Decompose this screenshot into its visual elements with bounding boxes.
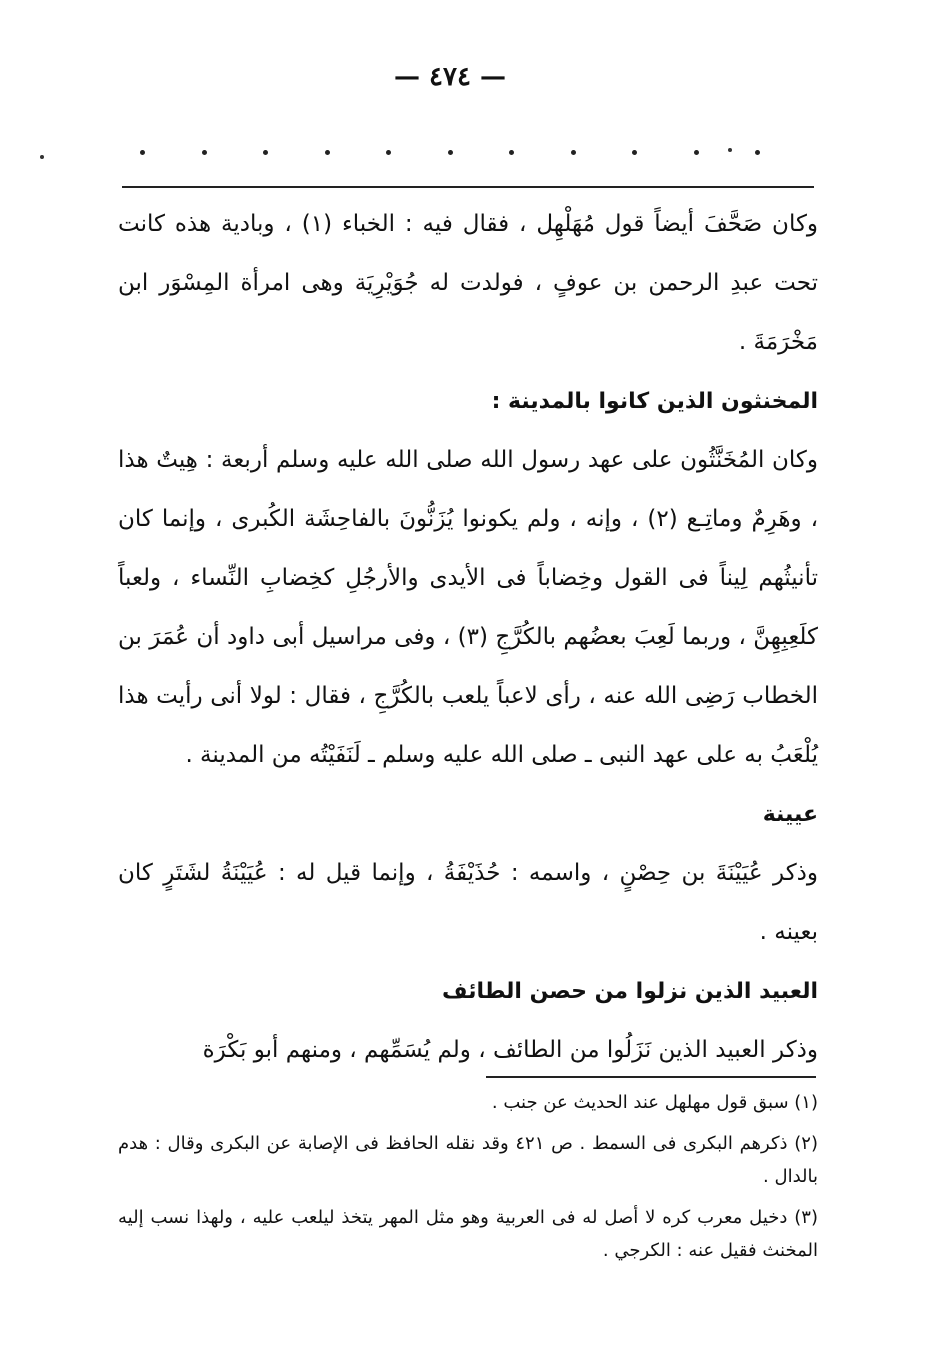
footnotes [118, 1086, 818, 1275]
paragraph: وذكر عُيَيْنَةَ بن حِصْنٍ ، واسمه : حُذَيْفَةُ ، وإنما قيل له : عُيَيْنَةُ لشَتَرٍ كان بعينه . [118, 860, 818, 945]
ornament-dot [694, 150, 699, 155]
footnote-rule [486, 1076, 816, 1078]
scan-speck [40, 155, 44, 159]
footnote: (٢) ذكرهم البكرى فى السمط . ص ٤٢١ وقد نقله الحافظ فى الإصابة عن البكرى وقال : هدم بالدال . [118, 1133, 818, 1187]
ornament-dot [632, 150, 637, 155]
section-heading: العبيد الذين نزلوا من حصن الطائف [442, 979, 818, 1004]
ornamental-dot-row [140, 150, 760, 155]
main-text [118, 195, 818, 1080]
ornament-dot [263, 150, 268, 155]
ornament-dot [448, 150, 453, 155]
page-number: — ٤٧٤ — [393, 62, 507, 92]
ornament-dot [571, 150, 576, 155]
footnote: (٣) دخيل معرب كره لا أصل له فى العربية وهو مثل المهر يتخذ ليلعب عليه ، ولهذا نسب إليه المخنث فقيل عنه : الكرجي . [118, 1207, 818, 1261]
ornament-dot [509, 150, 514, 155]
paragraph: وكان صَحَّفَ أيضاً قول مُهَلْهِل ، فقال فيه : الخباء (١) ، وبادية هذه كانت تحت عبدِ الرحمن بن عوفٍ ، فولدت له جُوَيْرِيَة وهى امرأة المِسْوَر ابن مَخْرَمَةَ . [118, 211, 819, 355]
ornament-dot [140, 150, 145, 155]
header-rule [122, 186, 814, 188]
section-heading: عيينة [762, 802, 818, 827]
paragraph: وكان المُخَنَّثُون على عهد رسول الله صلى الله عليه وسلم أربعة : هِيتٌ هذا ، وهَرِمٌ وماتِـع (٢) ، وإنه ، ولم يكونوا يُزَنُّونَ بالفاحِشَة الكُبرى ، وإنما كان تأنيثُهم لِيناً فى القول وخِضاباً فى الأيدى والأرجُلِ كخِضابِ النِّساء ، ولعباً كلَعِبِهِنَّ ، وربما لَعِبَ بعضُهم بالكُرَّجِ (٣) ، وفى مراسيل أبى داود أن عُمَرَ بن الخطاب رَضِى الله عنه ، رأى لاعباً يلعب بالكُرَّجِ ، فقال : لولا أنى رأيت هذا يُلْعَبُ به على عهد النبى ـ صلى الله عليه وسلم ـ لَنَفَيْتُه من المدينة . [118, 447, 818, 768]
ornament-dot [325, 150, 330, 155]
footnote: (١) سبق قول مهلهل عند الحديث عن جنب . [491, 1092, 818, 1113]
scan-speck [728, 148, 732, 152]
ornament-dot [755, 150, 760, 155]
ornament-dot [386, 150, 391, 155]
paragraph: وذكر العبيد الذين نَزَلُوا من الطائف ، ولم يُسَمِّهم ، ومنهم أبو بَكْرَة [202, 1037, 818, 1063]
ornament-dot [202, 150, 207, 155]
section-heading: المخنثون الذين كانوا بالمدينة : [491, 389, 818, 414]
